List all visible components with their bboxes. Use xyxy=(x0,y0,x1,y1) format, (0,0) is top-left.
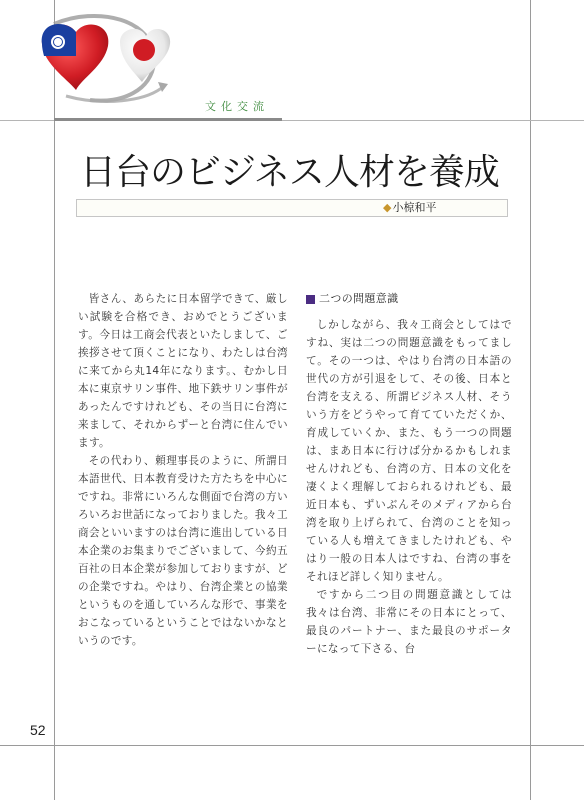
byline xyxy=(383,200,436,216)
paragraph: しかしながら、我々工商会としてはですね、実は二つの問題意識をもってまして。その一つは、やはり台湾の日本語の世代の方が引退をして、その後、日本と台湾を支える、所謂ビジネス人材、そういう方をどうやって育てていただくか、育成していくか、また、もう一つの問題は、まあ日本に行けば分かるかもしれませんけれども、台湾の方、日本の文化を凄くよく理解しておられるけれども、最近日本も、ずいぶんそのメディアから台湾を取り上げられて、台湾のことを知っている人も増えてきましたけれども、やはり一般の日本人はですね、台湾の事をそれほど詳しく知りません。 xyxy=(306,319,512,583)
subheading-text: 二つの問題意識 xyxy=(319,292,399,305)
taiwan-japan-hearts-icon xyxy=(36,10,176,110)
article-column-left xyxy=(78,290,288,650)
square-bullet-icon xyxy=(306,295,315,304)
section-label: 文化交流 xyxy=(205,100,269,113)
paragraph: ですから二つ目の問題意識としては 我々は台湾、非常にその日本にとって、最良のパートナー、また最良のサポーターになって下さる、台 xyxy=(306,589,523,655)
page-number: 52 xyxy=(30,722,46,738)
header-rule xyxy=(54,118,282,121)
article-column-right xyxy=(306,290,523,658)
paragraph: 皆さん、あらたに日本留学できて、厳しい試験を合格でき、おめでとうございます。今日は工商会代表といたしまして、ご挨拶させて頂くことになり、わたしは台湾に来てから丸14年になります。、むかし日本に東京サリン事件、地下鉄サリン事件があったんですけれども、その当日に台湾に来まして、それからずーと台湾に住んでいます。 xyxy=(78,293,288,449)
crop-line-bottom xyxy=(0,745,584,746)
subheading xyxy=(306,290,512,308)
author-name: 小椋和平 xyxy=(392,201,437,214)
paragraph: その代わり、頼理事長のように、所謂日本語世代、日本教育受けた方たちを中心にですね。非常にいろんな側面で台湾の方いろいろお世話になっておりました。我々工商会といいますのは台湾に進出している日本企業のお集まりでございまして、今約五百社の日本企業が参加しておりますが、どの企業ですね。やはり、台湾企業との協業というものを通していろんな形で、事業をおこなっているということではないかなというのです。 xyxy=(78,455,288,647)
byline-box xyxy=(76,199,508,217)
article-title: 日台のビジネス人材を養成 xyxy=(80,152,499,193)
diamond-icon: ◆ xyxy=(383,201,392,214)
